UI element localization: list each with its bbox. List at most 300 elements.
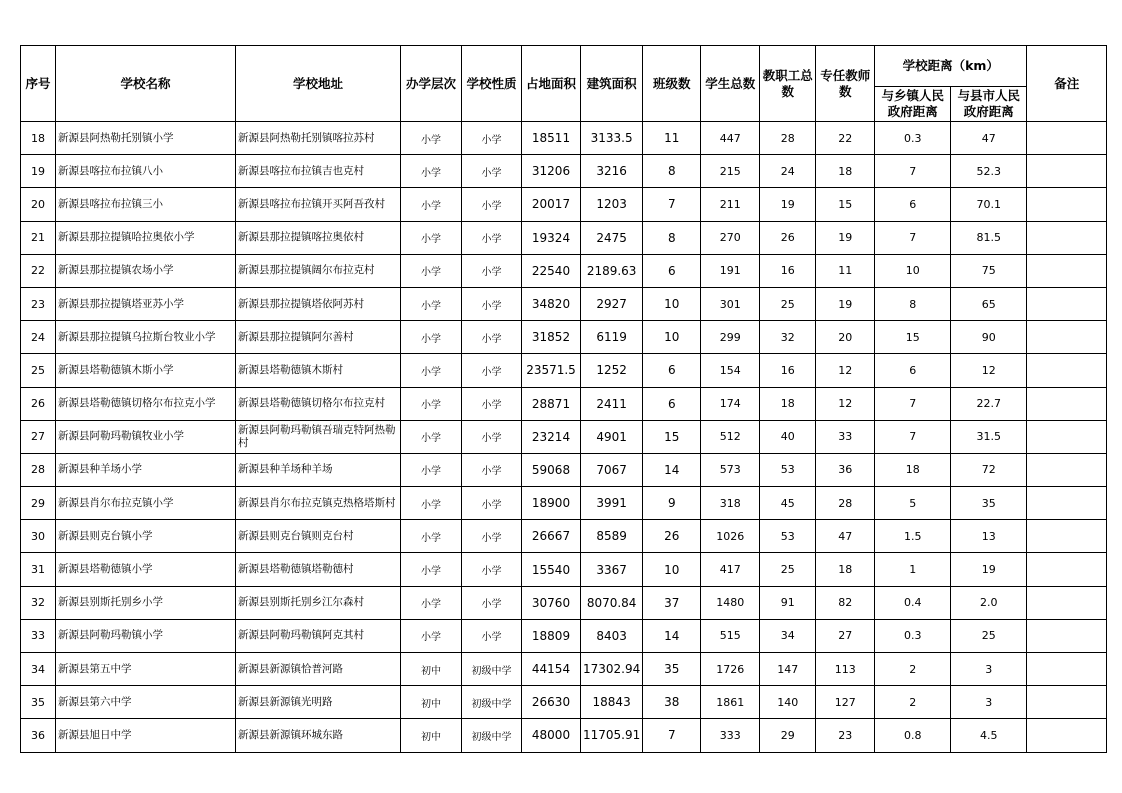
cell-staff: 147 [760, 653, 816, 686]
cell-no: 29 [21, 487, 56, 520]
cell-remark [1027, 155, 1107, 188]
cell-address: 新源县那拉提镇阔尔布拉克村 [236, 254, 401, 287]
cell-dist-county: 90 [951, 321, 1027, 354]
cell-address: 新源县别斯托别乡江尔森村 [236, 586, 401, 619]
cell-teachers: 19 [816, 221, 875, 254]
cell-staff: 29 [760, 719, 816, 752]
cell-remark [1027, 453, 1107, 486]
cell-remark [1027, 487, 1107, 520]
cell-nature: 小学 [462, 155, 522, 188]
cell-remark [1027, 520, 1107, 553]
cell-dist-county: 4.5 [951, 719, 1027, 752]
cell-dist-town: 7 [875, 221, 951, 254]
cell-classes: 8 [643, 221, 701, 254]
cell-classes: 8 [643, 155, 701, 188]
cell-no: 33 [21, 619, 56, 652]
cell-no: 21 [21, 221, 56, 254]
cell-remark [1027, 188, 1107, 221]
cell-dist-town: 6 [875, 188, 951, 221]
cell-no: 22 [21, 254, 56, 287]
cell-land-area: 30760 [522, 586, 581, 619]
cell-address: 新源县那拉提镇喀拉奥依村 [236, 221, 401, 254]
cell-staff: 26 [760, 221, 816, 254]
cell-no: 24 [21, 321, 56, 354]
cell-address: 新源县喀拉布拉镇吉也克村 [236, 155, 401, 188]
cell-level: 小学 [401, 188, 462, 221]
cell-no: 26 [21, 387, 56, 420]
cell-remark [1027, 420, 1107, 453]
cell-no: 30 [21, 520, 56, 553]
cell-dist-town: 7 [875, 387, 951, 420]
cell-dist-county: 3 [951, 686, 1027, 719]
table-row [21, 188, 1107, 221]
cell-name: 新源县阿勒玛勒镇小学 [56, 619, 236, 652]
table-row [21, 686, 1107, 719]
cell-level: 小学 [401, 387, 462, 420]
cell-land-area: 31206 [522, 155, 581, 188]
cell-building-area: 11705.91 [581, 719, 643, 752]
cell-no: 34 [21, 653, 56, 686]
cell-land-area: 22540 [522, 254, 581, 287]
cell-address: 新源县新源镇光明路 [236, 686, 401, 719]
cell-nature: 小学 [462, 487, 522, 520]
cell-nature: 小学 [462, 188, 522, 221]
cell-land-area: 19324 [522, 221, 581, 254]
cell-teachers: 127 [816, 686, 875, 719]
cell-students: 318 [701, 487, 760, 520]
cell-name: 新源县第六中学 [56, 686, 236, 719]
cell-land-area: 18809 [522, 619, 581, 652]
cell-land-area: 20017 [522, 188, 581, 221]
cell-land-area: 23571.5 [522, 354, 581, 387]
table-row [21, 487, 1107, 520]
cell-level: 小学 [401, 487, 462, 520]
cell-dist-county: 25 [951, 619, 1027, 652]
cell-level: 小学 [401, 321, 462, 354]
cell-level: 小学 [401, 122, 462, 155]
cell-address: 新源县种羊场种羊场 [236, 453, 401, 486]
cell-students: 1861 [701, 686, 760, 719]
table-row [21, 553, 1107, 586]
cell-staff: 40 [760, 420, 816, 453]
cell-nature: 小学 [462, 520, 522, 553]
cell-land-area: 34820 [522, 287, 581, 320]
header-staff: 教职工总数 [760, 46, 816, 122]
header-nature: 学校性质 [462, 46, 522, 122]
cell-building-area: 8403 [581, 619, 643, 652]
cell-teachers: 15 [816, 188, 875, 221]
cell-building-area: 8070.84 [581, 586, 643, 619]
cell-dist-county: 52.3 [951, 155, 1027, 188]
table-row [21, 387, 1107, 420]
cell-classes: 6 [643, 387, 701, 420]
cell-no: 20 [21, 188, 56, 221]
cell-building-area: 2189.63 [581, 254, 643, 287]
header-name: 学校名称 [56, 46, 236, 122]
cell-building-area: 3133.5 [581, 122, 643, 155]
cell-students: 301 [701, 287, 760, 320]
cell-dist-county: 72 [951, 453, 1027, 486]
cell-level: 初中 [401, 686, 462, 719]
cell-staff: 25 [760, 287, 816, 320]
cell-classes: 14 [643, 453, 701, 486]
cell-nature: 小学 [462, 619, 522, 652]
cell-no: 32 [21, 586, 56, 619]
cell-teachers: 28 [816, 487, 875, 520]
cell-students: 512 [701, 420, 760, 453]
cell-level: 初中 [401, 719, 462, 752]
cell-teachers: 82 [816, 586, 875, 619]
cell-teachers: 11 [816, 254, 875, 287]
cell-level: 小学 [401, 553, 462, 586]
cell-nature: 小学 [462, 254, 522, 287]
cell-students: 573 [701, 453, 760, 486]
cell-name: 新源县那拉提镇哈拉奥依小学 [56, 221, 236, 254]
cell-dist-town: 1.5 [875, 520, 951, 553]
cell-name: 新源县旭日中学 [56, 719, 236, 752]
cell-land-area: 23214 [522, 420, 581, 453]
header-distance: 学校距离（km） [875, 46, 1027, 87]
cell-level: 小学 [401, 420, 462, 453]
table-row [21, 520, 1107, 553]
cell-dist-county: 47 [951, 122, 1027, 155]
cell-address: 新源县塔勒德镇塔勒德村 [236, 553, 401, 586]
table-row [21, 420, 1107, 453]
cell-classes: 37 [643, 586, 701, 619]
cell-remark [1027, 287, 1107, 320]
cell-level: 初中 [401, 653, 462, 686]
cell-nature: 小学 [462, 287, 522, 320]
cell-no: 35 [21, 686, 56, 719]
table-row [21, 354, 1107, 387]
cell-dist-town: 7 [875, 155, 951, 188]
cell-classes: 35 [643, 653, 701, 686]
cell-dist-town: 0.3 [875, 619, 951, 652]
cell-classes: 38 [643, 686, 701, 719]
cell-remark [1027, 686, 1107, 719]
cell-dist-county: 75 [951, 254, 1027, 287]
cell-dist-town: 10 [875, 254, 951, 287]
cell-staff: 16 [760, 354, 816, 387]
cell-level: 小学 [401, 155, 462, 188]
cell-no: 25 [21, 354, 56, 387]
table-row [21, 221, 1107, 254]
table-row [21, 586, 1107, 619]
cell-nature: 小学 [462, 122, 522, 155]
cell-name: 新源县阿勒玛勒镇牧业小学 [56, 420, 236, 453]
table-row [21, 254, 1107, 287]
cell-land-area: 18511 [522, 122, 581, 155]
cell-dist-county: 3 [951, 653, 1027, 686]
header-building-area: 建筑面积 [581, 46, 643, 122]
cell-building-area: 1252 [581, 354, 643, 387]
cell-dist-town: 0.8 [875, 719, 951, 752]
cell-name: 新源县那拉提镇乌拉斯台牧业小学 [56, 321, 236, 354]
cell-no: 18 [21, 122, 56, 155]
cell-dist-county: 19 [951, 553, 1027, 586]
cell-remark [1027, 321, 1107, 354]
cell-address: 新源县肖尔布拉克镇克热格塔斯村 [236, 487, 401, 520]
cell-students: 215 [701, 155, 760, 188]
cell-land-area: 15540 [522, 553, 581, 586]
cell-nature: 小学 [462, 321, 522, 354]
cell-dist-county: 35 [951, 487, 1027, 520]
table-row [21, 122, 1107, 155]
cell-no: 36 [21, 719, 56, 752]
cell-dist-county: 13 [951, 520, 1027, 553]
cell-staff: 16 [760, 254, 816, 287]
cell-building-area: 3991 [581, 487, 643, 520]
cell-building-area: 3367 [581, 553, 643, 586]
cell-teachers: 12 [816, 354, 875, 387]
header-dist-county: 与县市人民政府距离 [951, 87, 1027, 122]
cell-students: 1480 [701, 586, 760, 619]
cell-building-area: 18843 [581, 686, 643, 719]
cell-name: 新源县阿热勒托别镇小学 [56, 122, 236, 155]
table-row [21, 619, 1107, 652]
cell-level: 小学 [401, 619, 462, 652]
cell-dist-town: 0.4 [875, 586, 951, 619]
cell-address: 新源县阿勒玛勒镇阿克其村 [236, 619, 401, 652]
cell-level: 小学 [401, 586, 462, 619]
cell-level: 小学 [401, 221, 462, 254]
cell-dist-town: 5 [875, 487, 951, 520]
cell-address: 新源县塔勒德镇木斯村 [236, 354, 401, 387]
cell-staff: 34 [760, 619, 816, 652]
cell-land-area: 28871 [522, 387, 581, 420]
cell-dist-county: 65 [951, 287, 1027, 320]
cell-name: 新源县那拉提镇塔亚苏小学 [56, 287, 236, 320]
header-address: 学校地址 [236, 46, 401, 122]
cell-teachers: 18 [816, 155, 875, 188]
cell-no: 19 [21, 155, 56, 188]
cell-land-area: 26667 [522, 520, 581, 553]
cell-building-area: 2411 [581, 387, 643, 420]
cell-staff: 45 [760, 487, 816, 520]
cell-teachers: 23 [816, 719, 875, 752]
cell-teachers: 47 [816, 520, 875, 553]
cell-classes: 6 [643, 254, 701, 287]
cell-nature: 小学 [462, 354, 522, 387]
cell-dist-town: 2 [875, 686, 951, 719]
cell-staff: 24 [760, 155, 816, 188]
cell-address: 新源县新源镇恰普河路 [236, 653, 401, 686]
cell-dist-town: 6 [875, 354, 951, 387]
cell-remark [1027, 586, 1107, 619]
cell-remark [1027, 653, 1107, 686]
table-row [21, 653, 1107, 686]
cell-address: 新源县新源镇环城东路 [236, 719, 401, 752]
cell-classes: 14 [643, 619, 701, 652]
cell-level: 小学 [401, 287, 462, 320]
cell-name: 新源县肖尔布拉克镇小学 [56, 487, 236, 520]
table-row [21, 287, 1107, 320]
cell-level: 小学 [401, 254, 462, 287]
cell-teachers: 27 [816, 619, 875, 652]
cell-staff: 25 [760, 553, 816, 586]
cell-building-area: 2927 [581, 287, 643, 320]
cell-name: 新源县塔勒德镇切格尔布拉克小学 [56, 387, 236, 420]
cell-land-area: 31852 [522, 321, 581, 354]
cell-level: 小学 [401, 453, 462, 486]
table-row [21, 719, 1107, 752]
cell-teachers: 20 [816, 321, 875, 354]
cell-address: 新源县阿勒玛勒镇吾瑞克特阿热勒村 [236, 420, 401, 453]
cell-name: 新源县塔勒德镇小学 [56, 553, 236, 586]
cell-teachers: 19 [816, 287, 875, 320]
cell-building-area: 3216 [581, 155, 643, 188]
cell-remark [1027, 387, 1107, 420]
cell-address: 新源县阿热勒托别镇喀拉苏村 [236, 122, 401, 155]
cell-no: 23 [21, 287, 56, 320]
cell-building-area: 6119 [581, 321, 643, 354]
header-teachers: 专任教师数 [816, 46, 875, 122]
cell-students: 154 [701, 354, 760, 387]
cell-students: 1726 [701, 653, 760, 686]
cell-classes: 7 [643, 719, 701, 752]
header-students: 学生总数 [701, 46, 760, 122]
cell-nature: 小学 [462, 387, 522, 420]
cell-classes: 26 [643, 520, 701, 553]
cell-dist-town: 7 [875, 420, 951, 453]
cell-staff: 18 [760, 387, 816, 420]
header-dist-town: 与乡镇人民政府距离 [875, 87, 951, 122]
cell-building-area: 7067 [581, 453, 643, 486]
cell-teachers: 113 [816, 653, 875, 686]
cell-dist-town: 2 [875, 653, 951, 686]
cell-dist-town: 8 [875, 287, 951, 320]
header-classes: 班级数 [643, 46, 701, 122]
cell-staff: 140 [760, 686, 816, 719]
cell-name: 新源县别斯托别乡小学 [56, 586, 236, 619]
cell-dist-town: 0.3 [875, 122, 951, 155]
cell-dist-county: 81.5 [951, 221, 1027, 254]
cell-dist-county: 31.5 [951, 420, 1027, 453]
cell-dist-county: 70.1 [951, 188, 1027, 221]
cell-nature: 小学 [462, 221, 522, 254]
cell-nature: 初级中学 [462, 653, 522, 686]
cell-students: 333 [701, 719, 760, 752]
cell-name: 新源县第五中学 [56, 653, 236, 686]
cell-building-area: 2475 [581, 221, 643, 254]
cell-students: 1026 [701, 520, 760, 553]
cell-land-area: 18900 [522, 487, 581, 520]
cell-staff: 53 [760, 453, 816, 486]
cell-dist-town: 18 [875, 453, 951, 486]
cell-nature: 初级中学 [462, 719, 522, 752]
cell-dist-county: 22.7 [951, 387, 1027, 420]
cell-land-area: 48000 [522, 719, 581, 752]
header-row [21, 46, 1107, 87]
table-row [21, 155, 1107, 188]
cell-name: 新源县喀拉布拉镇八小 [56, 155, 236, 188]
cell-classes: 10 [643, 553, 701, 586]
cell-staff: 28 [760, 122, 816, 155]
cell-no: 31 [21, 553, 56, 586]
cell-teachers: 36 [816, 453, 875, 486]
cell-remark [1027, 122, 1107, 155]
cell-address: 新源县塔勒德镇切格尔布拉克村 [236, 387, 401, 420]
cell-students: 299 [701, 321, 760, 354]
cell-classes: 10 [643, 287, 701, 320]
cell-classes: 11 [643, 122, 701, 155]
cell-nature: 小学 [462, 453, 522, 486]
cell-teachers: 18 [816, 553, 875, 586]
cell-level: 小学 [401, 354, 462, 387]
cell-address: 新源县那拉提镇阿尔善村 [236, 321, 401, 354]
cell-remark [1027, 254, 1107, 287]
header-land-area: 占地面积 [522, 46, 581, 122]
cell-name: 新源县那拉提镇农场小学 [56, 254, 236, 287]
cell-remark [1027, 221, 1107, 254]
cell-remark [1027, 719, 1107, 752]
cell-classes: 6 [643, 354, 701, 387]
cell-students: 515 [701, 619, 760, 652]
cell-name: 新源县塔勒德镇木斯小学 [56, 354, 236, 387]
cell-staff: 91 [760, 586, 816, 619]
cell-nature: 初级中学 [462, 686, 522, 719]
cell-no: 27 [21, 420, 56, 453]
cell-address: 新源县那拉提镇塔依阿苏村 [236, 287, 401, 320]
cell-classes: 9 [643, 487, 701, 520]
cell-students: 417 [701, 553, 760, 586]
cell-name: 新源县喀拉布拉镇三小 [56, 188, 236, 221]
cell-teachers: 22 [816, 122, 875, 155]
cell-remark [1027, 354, 1107, 387]
table-row [21, 453, 1107, 486]
cell-dist-county: 12 [951, 354, 1027, 387]
cell-staff: 53 [760, 520, 816, 553]
header-remarks: 备注 [1027, 46, 1107, 122]
cell-building-area: 4901 [581, 420, 643, 453]
cell-students: 447 [701, 122, 760, 155]
cell-students: 174 [701, 387, 760, 420]
cell-building-area: 1203 [581, 188, 643, 221]
cell-remark [1027, 553, 1107, 586]
cell-building-area: 17302.94 [581, 653, 643, 686]
cell-address: 新源县则克台镇则克台村 [236, 520, 401, 553]
cell-dist-town: 15 [875, 321, 951, 354]
cell-classes: 10 [643, 321, 701, 354]
cell-land-area: 59068 [522, 453, 581, 486]
cell-dist-county: 2.0 [951, 586, 1027, 619]
cell-staff: 19 [760, 188, 816, 221]
cell-level: 小学 [401, 520, 462, 553]
cell-teachers: 33 [816, 420, 875, 453]
cell-dist-town: 1 [875, 553, 951, 586]
cell-land-area: 44154 [522, 653, 581, 686]
cell-no: 28 [21, 453, 56, 486]
cell-classes: 15 [643, 420, 701, 453]
cell-name: 新源县种羊场小学 [56, 453, 236, 486]
cell-students: 270 [701, 221, 760, 254]
cell-students: 191 [701, 254, 760, 287]
cell-classes: 7 [643, 188, 701, 221]
cell-name: 新源县则克台镇小学 [56, 520, 236, 553]
cell-staff: 32 [760, 321, 816, 354]
cell-land-area: 26630 [522, 686, 581, 719]
table-body [21, 122, 1107, 753]
school-table [20, 45, 1107, 753]
cell-teachers: 12 [816, 387, 875, 420]
cell-address: 新源县喀拉布拉镇开买阿吾孜村 [236, 188, 401, 221]
cell-nature: 小学 [462, 420, 522, 453]
header-level: 办学层次 [401, 46, 462, 122]
table-row [21, 321, 1107, 354]
cell-building-area: 8589 [581, 520, 643, 553]
cell-remark [1027, 619, 1107, 652]
cell-students: 211 [701, 188, 760, 221]
